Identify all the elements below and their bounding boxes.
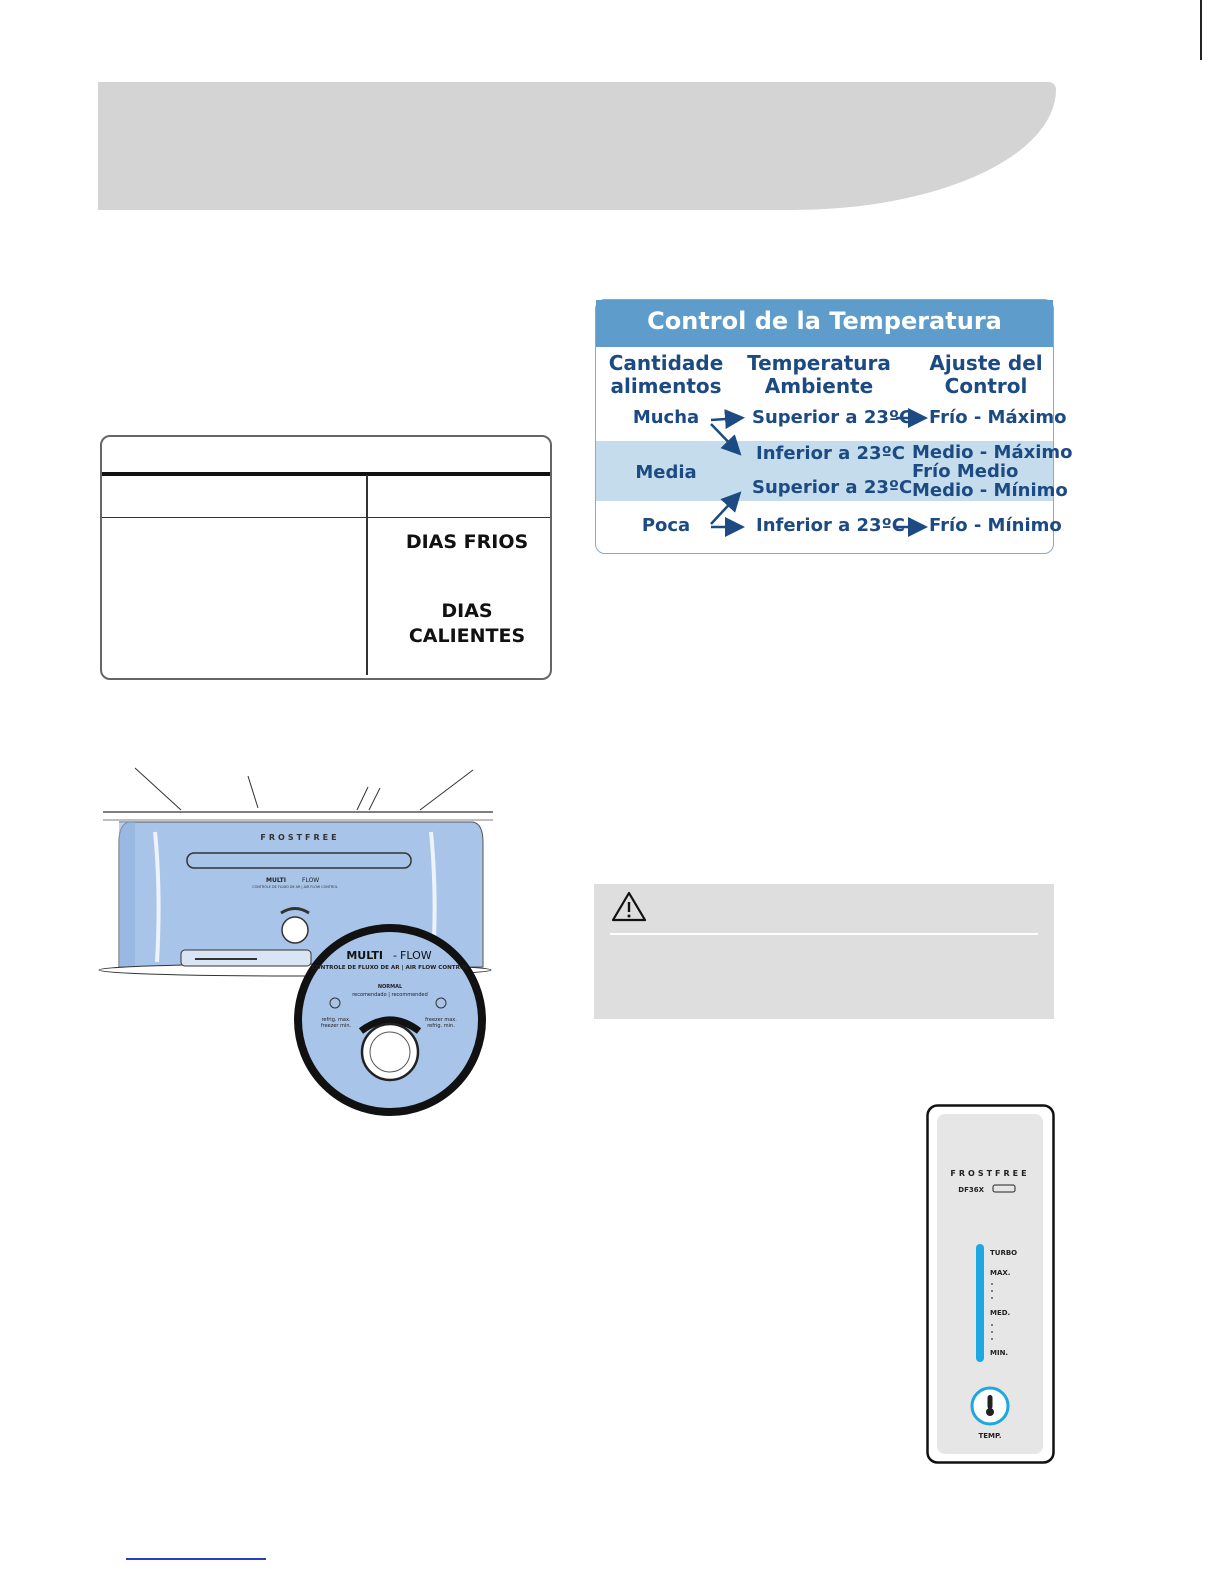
temp-button-label: TEMP. [978, 1432, 1002, 1440]
setting-frio-medio: Frío Medio [912, 461, 1019, 482]
arrow-poca-superior [711, 495, 738, 524]
warning-icon [611, 890, 647, 922]
header-setting-line1: Ajuste del [929, 351, 1043, 375]
level-turbo: TURBO [990, 1249, 1018, 1257]
top-edge-rule [1200, 0, 1202, 60]
table-subheader-rule [102, 517, 550, 518]
fridge-multiflow-illustration [95, 762, 505, 1117]
setting-frio-maximo: Frío - Máximo [929, 407, 1067, 428]
amount-mucha: Mucha [632, 407, 700, 428]
zoom-normal-label: NORMAL [377, 984, 403, 990]
zoom-freezer-max: freezer max. [425, 1017, 457, 1023]
days-table [100, 435, 552, 680]
setting-medio-minimo: Medio - Mínimo [912, 480, 1068, 501]
zoom-freezer-min: freezer min. [320, 1023, 352, 1029]
header-banner [98, 82, 1056, 210]
setting-frio-minimo: Frío - Mínimo [929, 515, 1062, 536]
zoom-refrig-max: refrig. max. [321, 1017, 351, 1023]
amount-poca: Poca [641, 515, 691, 536]
header-setting-line2: Control [944, 374, 1028, 398]
hot-days-label-line2: CALIENTES [408, 625, 526, 647]
warning-divider [610, 933, 1038, 935]
svg-text:-: - [393, 949, 397, 962]
header-ambient-line2: Ambiente [764, 374, 874, 398]
table-column-divider [366, 475, 368, 675]
level-min: MIN. [990, 1349, 1009, 1357]
zoom-subtitle: CONTROLE DE FLUXO DE AR | AIR FLOW CONTROL [311, 965, 469, 971]
temperature-title: Control de la Temperatura [647, 307, 1002, 335]
zoom-flow-label: FLOW [400, 949, 432, 962]
display-brand: FROSTFREE [950, 1169, 1030, 1178]
display-control-panel [926, 1104, 1056, 1466]
cold-days-label: DIAS FRIOS [405, 531, 529, 553]
fridge-brand: FROSTFREE [260, 833, 340, 842]
small-multi-label: MULTI [266, 877, 286, 884]
thermometer-icon [988, 1395, 993, 1409]
level-max: MAX. [990, 1269, 1011, 1277]
warning-box [594, 884, 1054, 1019]
header-amount-line2: alimentos [610, 374, 722, 398]
amount-media: Media [635, 462, 697, 483]
temperature-control-panel [595, 299, 1073, 554]
arrow-mucha-superior [711, 418, 740, 420]
zoom-multi-label: MULTI [346, 949, 383, 962]
ambient-inferior-1: Inferior a 23ºC [756, 443, 905, 464]
header-ambient-line1: Temperatura [747, 351, 891, 375]
flow-arrows [596, 300, 1055, 555]
footer-link-underline[interactable] [126, 1558, 266, 1560]
zoom-recommended-label: recomendado | recommended [352, 992, 428, 998]
ambient-superior-1: Superior a 23ºC [752, 407, 913, 428]
setting-medio-maximo: Medio - Máximo [912, 442, 1073, 463]
zoom-refrig-min: refrig. min. [427, 1023, 455, 1029]
temperature-level-bar [976, 1244, 984, 1362]
table-header-rule [102, 472, 550, 476]
header-amount-line1: Cantidade [608, 351, 724, 375]
small-subtitle: CONTROLE DE FLUXO DE AR | AIR FLOW CONTROL [252, 885, 338, 889]
level-med: MED. [990, 1309, 1011, 1317]
small-flow-label: FLOW [302, 877, 320, 884]
ambient-inferior-2: Inferior a 23ºC [756, 515, 905, 536]
hot-days-label-line1: DIAS [441, 600, 493, 622]
arrow-mucha-inferior [711, 424, 738, 452]
ambient-superior-2: Superior a 23ºC [752, 477, 913, 498]
display-model: DF36X [958, 1186, 984, 1194]
